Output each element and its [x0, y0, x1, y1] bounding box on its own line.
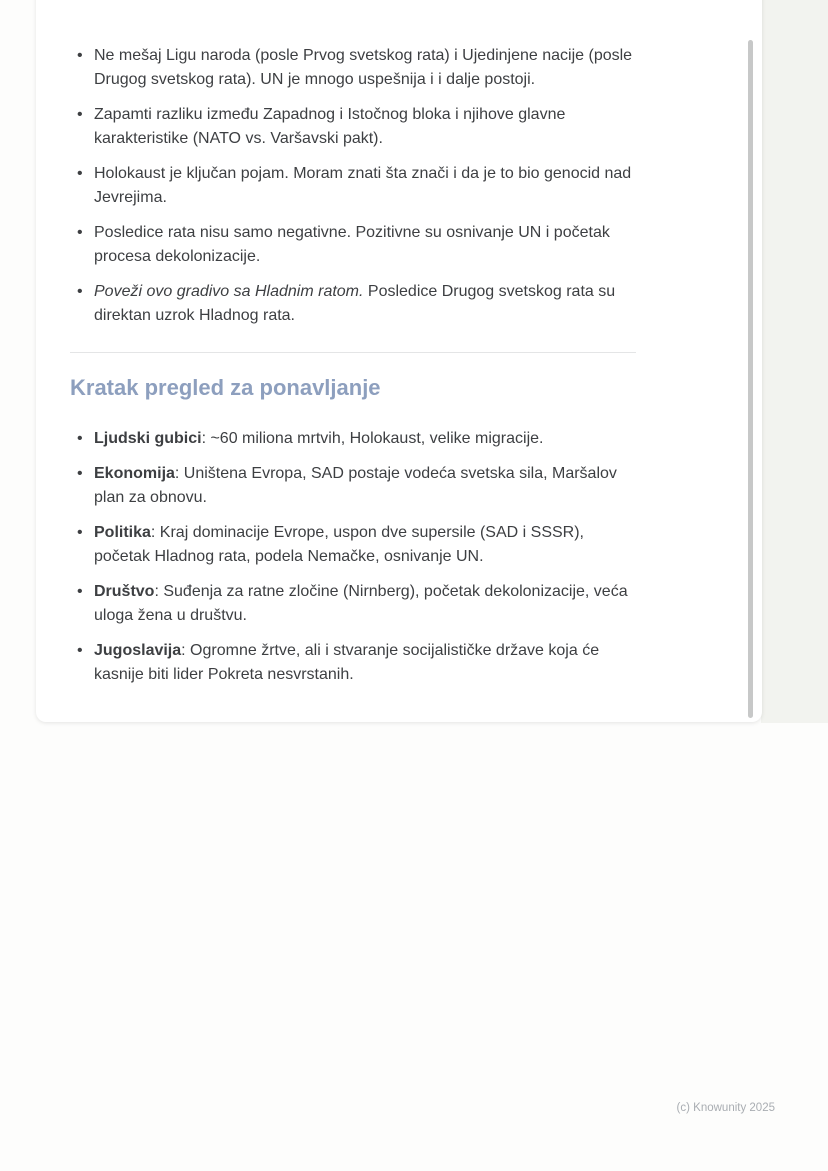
list-item-text: Posledice rata nisu samo negativne. Pozitivne su osnivanje UN i početak procesa dekolonizacije. [94, 224, 610, 265]
list-item [94, 521, 636, 569]
list-item-text: : ~60 miliona mrtvih, Holokaust, velike migracije. [201, 430, 544, 447]
tips-list [94, 44, 636, 328]
list-item-text: : Kraj dominacije Evrope, uspon dve supersile (SAD i SSSR), početak Hladnog rata, podela Nemačke, osnivanje UN. [94, 524, 584, 565]
list-item-label: Ekonomija [94, 465, 175, 482]
list-item-label: Društvo [94, 583, 155, 600]
list-item-label: Jugoslavija [94, 642, 182, 659]
list-item [94, 103, 636, 151]
list-item-text: Posledice Drugog svetskog rata su direktan uzrok Hladnog rata. [94, 283, 616, 324]
list-item-text: : Ogromne žrtve, ali i stvaranje socijalističke države koja će kasnije biti lider Pokreta nesvrstanih. [94, 642, 600, 683]
notes-card [36, 0, 762, 722]
list-item [94, 580, 636, 628]
list-item-text: : Suđenja za ratne zločine (Nirnberg), početak dekolonizacije, veća uloga žena u društvu. [94, 583, 628, 624]
list-item [94, 44, 636, 92]
list-item [94, 462, 636, 510]
review-list [94, 427, 636, 687]
list-item-text: Ne mešaj Ligu naroda (posle Prvog svetskog rata) i Ujedinjene nacije (posle Drugog svetskog rata). UN je mnogo uspešnija i i dalje postoji. [94, 47, 633, 88]
scrollbar-thumb[interactable] [748, 40, 753, 718]
list-item-text: Holokaust je ključan pojam. Moram znati šta znači i da je to bio genocid nad Jevrejima. [94, 165, 632, 206]
list-item [94, 221, 636, 269]
list-item-text: : Uništena Evropa, SAD postaje vodeća svetska sila, Maršalov plan za obnovu. [94, 465, 617, 506]
list-item [94, 280, 636, 328]
list-item [94, 639, 636, 687]
list-item-text: Zapamti razliku između Zapadnog i Istočnog bloka i njihove glavne karakteristike (NATO vs. Varšavski pakt). [94, 106, 566, 147]
copyright-text: (c) Knowunity 2025 [676, 1102, 775, 1114]
list-item-italic-text: Poveži ovo gradivo sa Hladnim ratom. [94, 283, 364, 300]
list-item-label: Ljudski gubici [94, 430, 202, 447]
list-item [94, 162, 636, 210]
section-divider [70, 352, 636, 353]
page-margin-background [761, 0, 828, 723]
list-item-label: Politika [94, 524, 151, 541]
list-item [94, 427, 636, 451]
section-heading: Kratak pregled za ponavljanje [70, 375, 381, 400]
